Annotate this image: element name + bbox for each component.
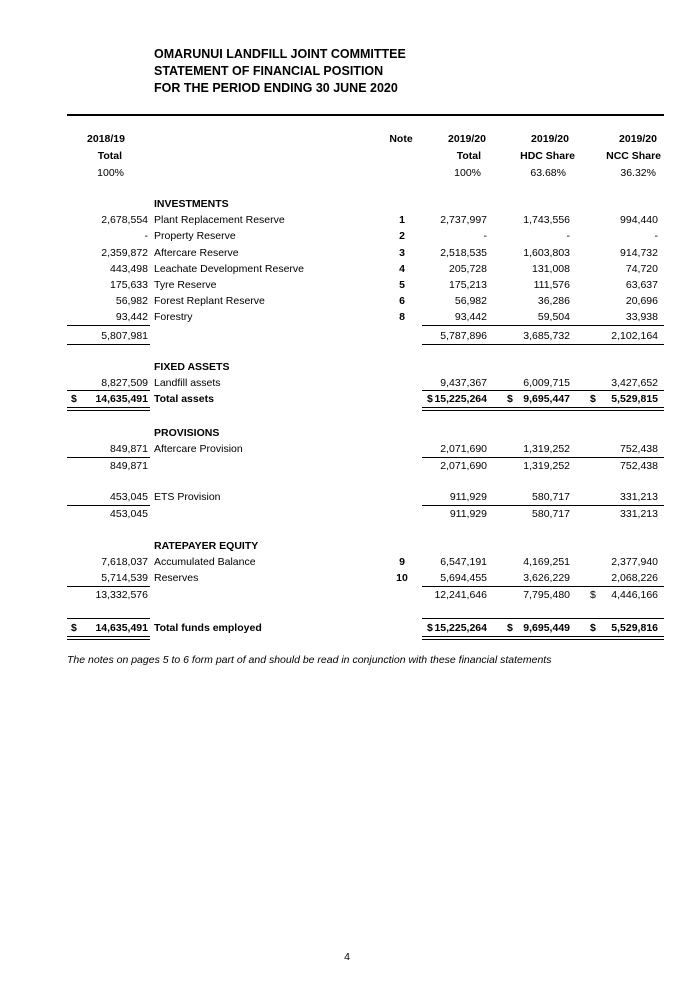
table-row — [0, 554, 694, 570]
subtotal-row-equity — [0, 587, 694, 603]
hdc-value: 111,576 — [533, 279, 570, 291]
total-value: 2,518,535 — [440, 247, 487, 259]
row-label: Forest Replant Reserve — [154, 295, 265, 307]
table-row — [0, 489, 694, 505]
header-row-name — [0, 148, 694, 164]
row-label: Plant Replacement Reserve — [154, 214, 285, 226]
ncc-value: 994,440 — [620, 214, 658, 226]
section-heading-investments — [0, 196, 694, 212]
page-number: 4 — [344, 951, 350, 963]
double-rule — [422, 407, 664, 411]
total-total-funds: 15,225,264 — [434, 622, 487, 634]
table-row — [0, 309, 694, 325]
hdc-value: 4,169,251 — [523, 556, 570, 568]
header-ncc-year: 2019/20 — [619, 133, 657, 145]
row-label: Aftercare Reserve — [154, 247, 239, 259]
total-value: 205,728 — [449, 263, 487, 275]
title-line-1: OMARUNUI LANDFILL JOINT COMMITTEE — [154, 47, 406, 61]
prior-subtotal: 13,332,576 — [95, 589, 148, 601]
prior-value: 2,678,554 — [101, 214, 148, 226]
ncc-value: 74,720 — [625, 263, 658, 275]
ncc-total-funds: 5,529,816 — [611, 622, 658, 634]
currency-symbol: $ — [507, 393, 513, 405]
rule — [422, 325, 664, 326]
row-label: Forestry — [154, 311, 193, 323]
hdc-subtotal: 3,685,732 — [523, 330, 570, 342]
rule — [67, 325, 150, 326]
total-value: 2,071,690 — [440, 443, 487, 455]
rule — [67, 344, 150, 345]
investments-heading: INVESTMENTS — [154, 198, 229, 210]
double-rule — [67, 407, 150, 411]
total-value: 5,694,455 — [440, 572, 487, 584]
hdc-total-assets: 9,695,447 — [523, 393, 570, 405]
table-row — [0, 212, 694, 228]
section-heading-provisions — [0, 425, 694, 441]
prior-value: 56,982 — [115, 295, 148, 307]
header-row-year — [0, 131, 694, 147]
section-heading-equity — [0, 538, 694, 554]
currency-symbol: $ — [71, 622, 77, 634]
note-ref: 10 — [396, 572, 408, 584]
row-label: Aftercare Provision — [154, 443, 243, 455]
equity-heading: RATEPAYER EQUITY — [154, 540, 259, 552]
prior-value: 443,498 — [110, 263, 148, 275]
hdc-value: 1,743,556 — [523, 214, 570, 226]
total-value: 175,213 — [449, 279, 487, 291]
total-subtotal: 2,071,690 — [440, 460, 487, 472]
ncc-value: 3,427,652 — [611, 377, 658, 389]
footnote: The notes on pages 5 to 6 form part of and should be read in conjunction with these financial statements — [67, 654, 552, 666]
hdc-subtotal: 7,795,480 — [523, 589, 570, 601]
note-ref: 8 — [399, 311, 405, 323]
ncc-value: 20,696 — [625, 295, 658, 307]
ncc-subtotal: 4,446,166 — [611, 589, 658, 601]
total-value: 911,929 — [449, 491, 487, 503]
table-row — [0, 261, 694, 277]
prior-value: 2,359,872 — [101, 247, 148, 259]
title-line-2: STATEMENT OF FINANCIAL POSITION — [154, 64, 384, 78]
header-prior-name: Total — [97, 150, 122, 162]
table-row — [0, 441, 694, 457]
row-label: Landfill assets — [154, 377, 221, 389]
ncc-value: 914,732 — [620, 247, 658, 259]
hdc-value: 3,626,229 — [523, 572, 570, 584]
hdc-total-funds: 9,695,449 — [523, 622, 570, 634]
row-label: ETS Provision — [154, 491, 221, 503]
table-row — [0, 277, 694, 293]
prior-value: 5,714,539 — [101, 572, 148, 584]
total-value: 56,982 — [454, 295, 487, 307]
prior-value: - — [144, 230, 148, 242]
title-line-3: FOR THE PERIOD ENDING 30 JUNE 2020 — [154, 81, 398, 95]
note-ref: 5 — [399, 279, 405, 291]
subtotal-row-aftercare — [0, 458, 694, 474]
ncc-value: 33,938 — [625, 311, 658, 323]
header-total-year: 2019/20 — [448, 133, 486, 145]
header-prior-year: 2018/19 — [87, 133, 125, 145]
ncc-value: 2,377,940 — [611, 556, 658, 568]
total-value: 6,547,191 — [440, 556, 487, 568]
subtotal-row-ets — [0, 506, 694, 522]
prior-value: 93,442 — [115, 311, 148, 323]
row-label: Tyre Reserve — [154, 279, 217, 291]
header-ncc-percent: 36.32% — [620, 167, 656, 179]
header-row-percent — [0, 165, 694, 181]
ncc-value: 331,213 — [620, 491, 658, 503]
table-row — [0, 245, 694, 261]
total-value: 93,442 — [454, 311, 487, 323]
currency-symbol: $ — [590, 393, 596, 405]
total-funds-row — [0, 620, 694, 636]
total-subtotal: 911,929 — [449, 508, 487, 520]
note-ref: 1 — [399, 214, 405, 226]
ncc-value: 2,068,226 — [611, 572, 658, 584]
prior-value: 453,045 — [110, 491, 148, 503]
header-hdc-year: 2019/20 — [531, 133, 569, 145]
hdc-value: 580,717 — [532, 491, 570, 503]
ncc-value: 63,637 — [625, 279, 658, 291]
total-assets-row — [0, 391, 694, 407]
double-rule — [67, 636, 150, 640]
total-value: 2,737,997 — [440, 214, 487, 226]
currency-symbol: $ — [507, 622, 513, 634]
currency-symbol: $ — [427, 622, 433, 634]
rule — [422, 344, 664, 345]
total-value: 9,437,367 — [440, 377, 487, 389]
header-hdc-name: HDC Share — [520, 150, 575, 162]
hdc-subtotal: 580,717 — [532, 508, 570, 520]
note-ref: 9 — [399, 556, 405, 568]
prior-value: 175,633 — [110, 279, 148, 291]
header-ncc-name: NCC Share — [606, 150, 661, 162]
prior-subtotal: 453,045 — [110, 508, 148, 520]
prior-subtotal: 5,807,981 — [101, 330, 148, 342]
table-row — [0, 570, 694, 586]
prior-subtotal: 849,871 — [110, 460, 148, 472]
ncc-value: - — [654, 230, 658, 242]
total-subtotal: 5,787,896 — [440, 330, 487, 342]
currency-symbol: $ — [427, 393, 433, 405]
note-ref: 3 — [399, 247, 405, 259]
provisions-heading: PROVISIONS — [154, 427, 220, 439]
row-label: Property Reserve — [154, 230, 236, 242]
table-row — [0, 228, 694, 244]
double-rule — [422, 636, 664, 640]
header-note: Note — [389, 133, 413, 145]
prior-value: 849,871 — [110, 443, 148, 455]
ncc-subtotal: 2,102,164 — [611, 330, 658, 342]
hdc-value: 1,603,803 — [523, 247, 570, 259]
rule — [67, 618, 150, 619]
total-total-assets: 15,225,264 — [434, 393, 487, 405]
hdc-value: 59,504 — [537, 311, 570, 323]
ncc-subtotal: 331,213 — [620, 508, 658, 520]
row-label: Reserves — [154, 572, 199, 584]
hdc-value: 1,319,252 — [523, 443, 570, 455]
rule — [422, 618, 664, 619]
statement-title — [154, 46, 406, 97]
currency-symbol: $ — [590, 589, 596, 601]
section-heading-fixed-assets — [0, 359, 694, 375]
prior-value: 7,618,037 — [101, 556, 148, 568]
total-funds-label: Total funds employed — [154, 622, 262, 634]
total-value: - — [483, 230, 487, 242]
hdc-value: - — [566, 230, 570, 242]
fixed-assets-heading: FIXED ASSETS — [154, 361, 230, 373]
header-hdc-percent: 63.68% — [530, 167, 566, 179]
hdc-value: 36,286 — [537, 295, 570, 307]
currency-symbol: $ — [590, 622, 596, 634]
currency-symbol: $ — [71, 393, 77, 405]
prior-total-assets: 14,635,491 — [95, 393, 148, 405]
total-subtotal: 12,241,646 — [434, 589, 487, 601]
prior-value: 8,827,509 — [101, 377, 148, 389]
row-label: Accumulated Balance — [154, 556, 256, 568]
note-ref: 2 — [399, 230, 405, 242]
note-ref: 6 — [399, 295, 405, 307]
header-total-name: Total — [456, 150, 481, 162]
table-row — [0, 293, 694, 309]
total-assets-label: Total assets — [154, 393, 214, 405]
prior-total-funds: 14,635,491 — [95, 622, 148, 634]
header-total-percent: 100% — [454, 167, 481, 179]
note-ref: 4 — [399, 263, 405, 275]
ncc-subtotal: 752,438 — [620, 460, 658, 472]
hdc-value: 131,008 — [532, 263, 570, 275]
top-rule — [67, 114, 664, 116]
header-prior-percent: 100% — [97, 167, 124, 179]
row-label: Leachate Development Reserve — [154, 263, 305, 275]
ncc-value: 752,438 — [620, 443, 658, 455]
ncc-total-assets: 5,529,815 — [611, 393, 658, 405]
hdc-value: 6,009,715 — [523, 377, 570, 389]
table-row — [0, 375, 694, 391]
hdc-subtotal: 1,319,252 — [523, 460, 570, 472]
subtotal-row-investments — [0, 328, 694, 344]
